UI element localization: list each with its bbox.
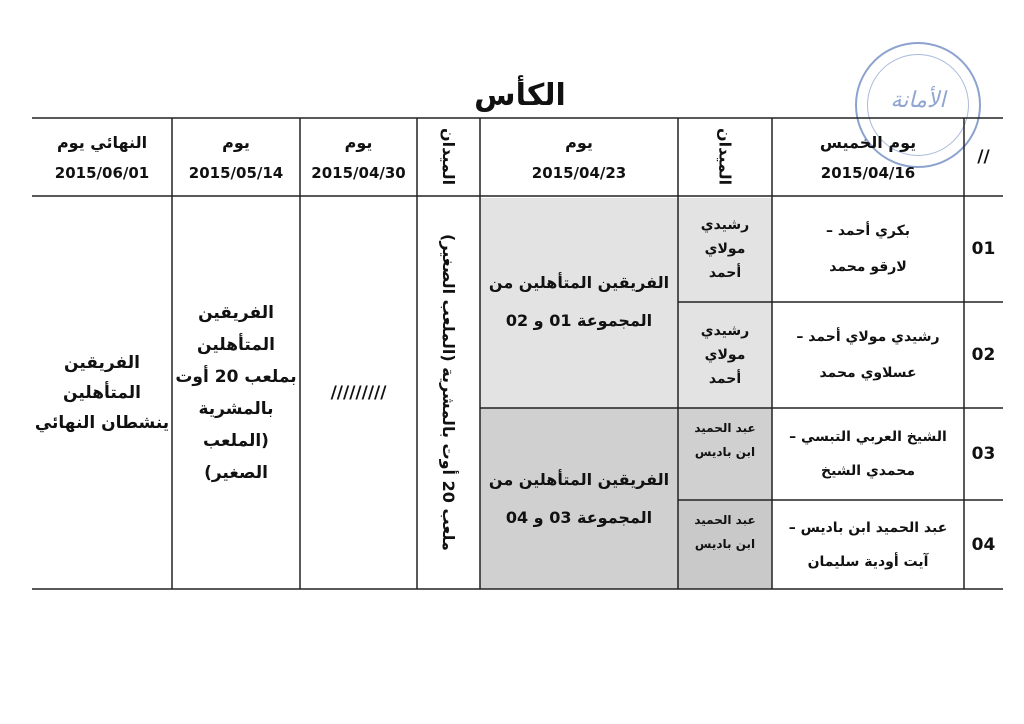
table-row-match: الشيخ العربي التبسي – محمدي الشيخ xyxy=(789,429,947,479)
table-row-stadium: رشيدي مولاي أحمد xyxy=(700,323,750,387)
stamp-text: الأمانة xyxy=(890,88,946,113)
header-day1 xyxy=(772,118,964,196)
header-day3-date: 2015/04/30 xyxy=(311,163,406,182)
table-row-stadium: رشيدي مولاي أحمد xyxy=(700,217,750,281)
header-stadium1: الميدان xyxy=(715,128,735,186)
table-row-match: بكري أحمد – لارقو محمد xyxy=(825,223,911,275)
round3-stadium-cell: ملعب 20 أوت بالمشرية (الملعب الصغير) xyxy=(439,234,458,551)
header-day2-date: 2015/04/23 xyxy=(531,163,627,182)
group-a-cell: الفريقين المتأهلين من المجموعة 01 و 02 xyxy=(488,273,670,330)
header-day4-label: يوم xyxy=(222,132,250,152)
header-stadium2: الميدان xyxy=(439,128,458,186)
table-row-number: 01 xyxy=(971,239,996,259)
header-day1-date: 2015/04/16 xyxy=(820,163,916,182)
header-day3 xyxy=(300,118,417,196)
header-day1-label: يوم الخميس xyxy=(819,132,917,152)
round4-cell: الفريقين المتأهلين بملعب 20 أوت بالمشرية (الملعب الصغير) xyxy=(175,302,297,483)
header-day2-label: يوم xyxy=(565,132,593,152)
round3-cell: ///////// xyxy=(330,382,387,403)
table-row-stadium: عبد الحميد ابن باديس xyxy=(694,513,756,551)
table-row-stadium: عبد الحميد ابن باديس xyxy=(694,421,756,459)
header-final-date: 2015/06/01 xyxy=(54,163,150,182)
final-cell: الفريقين المتأهلين ينشطان النهائي xyxy=(34,352,170,433)
table-row-number: 02 xyxy=(971,345,996,365)
table-row-match: رشيدي مولاي أحمد – عسلاوي محمد xyxy=(796,329,940,381)
header-day4-date: 2015/05/14 xyxy=(188,163,284,182)
table-row-match: عبد الحميد ابن باديس – آيت أودية سليمان xyxy=(788,519,948,570)
header-final xyxy=(32,118,172,196)
table-row-number: 04 xyxy=(971,534,996,555)
header-day2 xyxy=(480,118,678,196)
header-final-label: النهائي يوم xyxy=(56,132,148,152)
page-title: الكأس xyxy=(474,78,566,113)
group-b-cell: الفريقين المتأهلين من المجموعة 03 و 04 xyxy=(488,469,670,527)
header-day4 xyxy=(172,118,300,196)
header-index: // xyxy=(977,147,990,167)
header-day3-label: يوم xyxy=(344,132,373,152)
table-row-number: 03 xyxy=(971,444,996,464)
